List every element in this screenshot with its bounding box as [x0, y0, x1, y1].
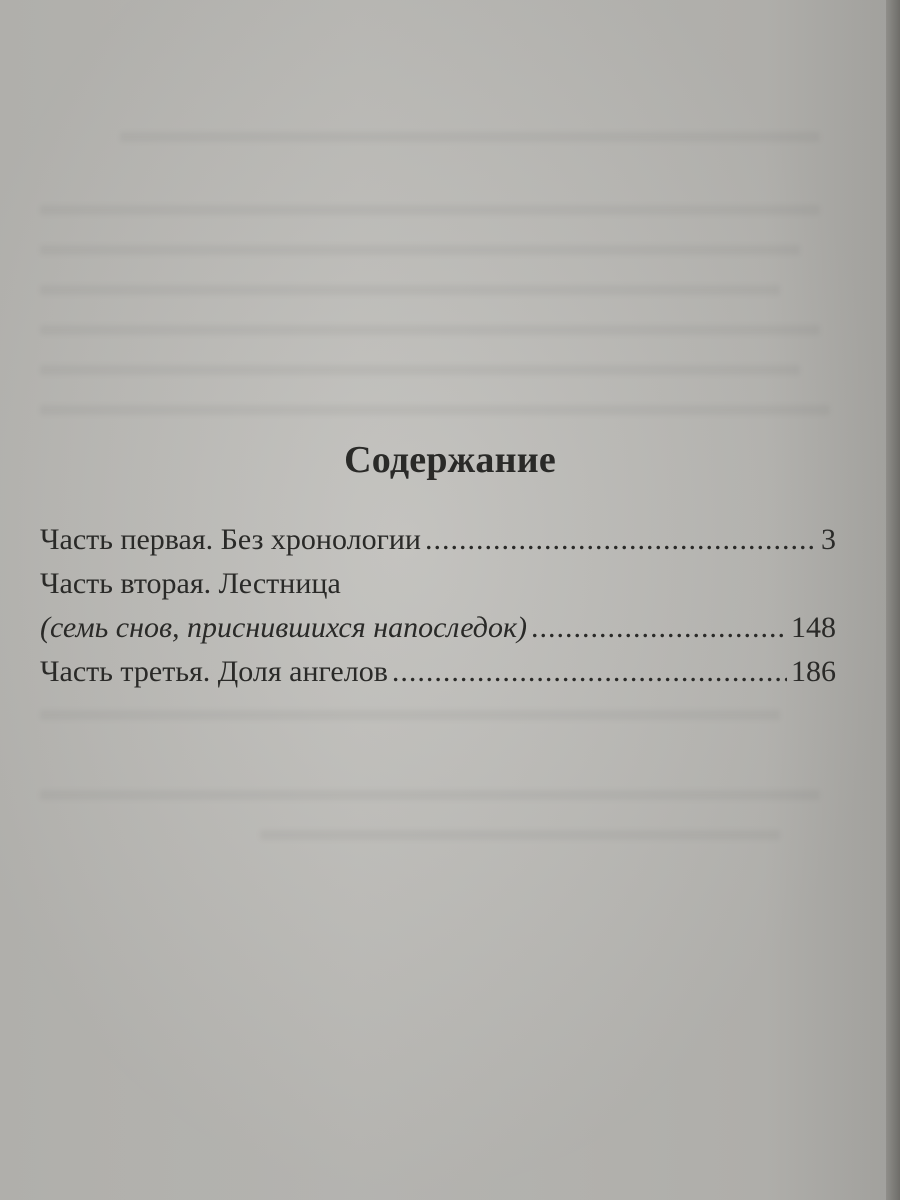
- dot-leader: [425, 518, 817, 562]
- toc-page-number: 148: [791, 611, 836, 644]
- show-through-line: [40, 285, 780, 295]
- toc-entry-subtitle: (семь снов, приснившихся напоследок): [40, 611, 527, 644]
- show-through-line: [120, 132, 820, 142]
- contents-heading: Содержание: [344, 439, 556, 481]
- show-through-line: [40, 205, 820, 215]
- page-edge: [886, 0, 900, 1200]
- show-through-line: [40, 365, 800, 375]
- toc-entry-title: Часть третья. Доля ангелов: [40, 655, 388, 688]
- show-through-line: [40, 790, 820, 800]
- toc-entry-part-3[interactable]: [40, 650, 836, 694]
- show-through-line: [40, 405, 830, 415]
- toc-entry-part-2-subtitle[interactable]: [40, 606, 836, 650]
- toc-entry-part-2-title[interactable]: [40, 562, 836, 606]
- show-through-line: [260, 830, 780, 840]
- dot-leader: [392, 650, 787, 694]
- toc-entry-title: Часть вторая. Лестница: [40, 567, 341, 600]
- toc-page-number: 3: [821, 523, 836, 556]
- dot-leader: [531, 606, 787, 650]
- show-through-line: [40, 245, 800, 255]
- show-through-line: [40, 710, 780, 720]
- show-through-line: [40, 325, 820, 335]
- table-of-contents: [40, 518, 836, 694]
- toc-page-number: 186: [791, 655, 836, 688]
- toc-entry-title: Часть первая. Без хронологии: [40, 523, 421, 556]
- toc-entry-part-1[interactable]: [40, 518, 836, 562]
